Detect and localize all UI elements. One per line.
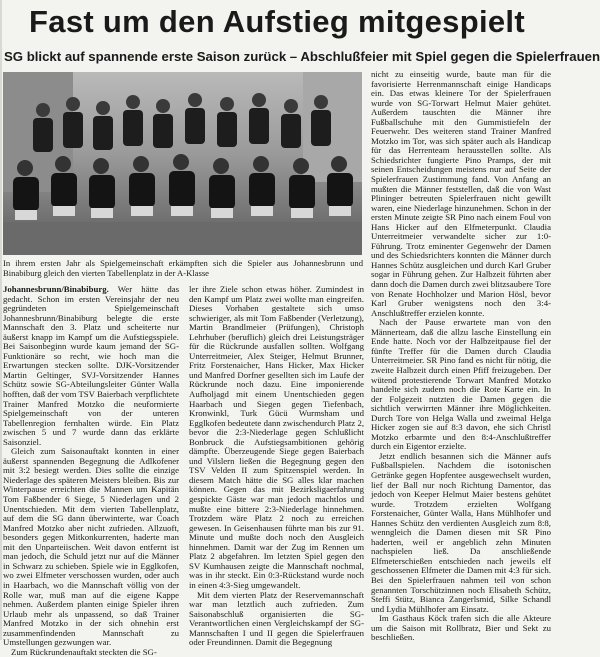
article-paragraph: Mit dem vierten Platz der Reservemannschaft war man letztlich auch zufrieden. Zum Saisonabschluß organisierten die SG-Verantwortlichen einen Vergleichskampf der SG-Mannschaften I und II gegen die Spielerfrauen oder Freundinnen. Damit die Begegnung [189, 589, 364, 648]
article-headline: Fast um den Aufstieg mitgespielt [29, 4, 525, 39]
article-column-2 [189, 284, 364, 648]
page-fold-shadow [0, 0, 2, 640]
photo-caption: In ihrem ersten Jahr als Spielgemeinschaft erkämpften sich die Spieler aus Johannesbrunn und Binabiburg gleich den vierten Tabellenplatz in der A-Klasse [3, 258, 363, 279]
article-paragraph [3, 285, 179, 447]
article-column-1 [3, 284, 180, 657]
article-paragraph: Nach der Pause erwartete man von den Männerteam, daß die allzu lasche Einstellung ein Ende hatte. Noch vor der Halbzeitpause fiel der fünfte Treffer für die Damen durch Claudia Unterreitmeier. SR Pino fand es nicht für nötig, die zweite Halbzeit durch einen Pfiff freizugeben. Der wütend protestierende Torwart Manfred Motzko handelte sich zudem noch die Rote Karte ein. In der Folgezeit nutzten die Damen gegen die sichtlich verwirrten Männer ihre Möglichkeiten. Durch Tore von Helga Walla und zweimal Helga Hicker zogen sie auf 8:3 davon, ehe sich Christl Motzko erbarmte und den 8:4-Anschlußtreffer durch ein Eigentor erzielte. [371, 317, 551, 452]
article-paragraph: Zum Rückrundenauftakt steckten die SG- [11, 646, 157, 657]
article-subheadline: SG blickt auf spannende erste Saison zurück – Abschlußfeier mit Spiel gegen die Spielerfrauen [4, 49, 600, 64]
article-dateline: Johannesbrunn/Binabiburg. [3, 284, 109, 294]
article-paragraph: nicht zu einseitig wurde, baute man für die favorisierte Herrenmannschaft einige Handicaps ein. Das etwas kleinere Tor der Spielerfrauen wurde von SG-Torwart Helmut Maier gehütet. Außerdem tauschten die Männer ihre Fußballschuhe mit den Gummistiefeln der Feuerwehr. Des weiteren stand Trainer Manfred Motzko im Tor, was sich später auch als Handicap für das Herrenteam herausstellen sollte. Als Schiedsrichter fungierte Pino Pramps, der mit seinen Entscheidungen meistens nur auf Seite der Spielerfrauen Zustimmung fand. Von Anfang an mußten die Männer feststellen, daß die von Wast Plininger betreuten Spielerfrauen nicht gewillt waren, eine Niederlage hinzunehmen. Schon in der ersten Minute zeigte SR Pino nach einem Foul von Hans Hicker auf den Elfmeterpunkt. Claudia Unterreitmeier verwandelte sicher zur 1:0-Führung. Trotz eminenter Gegenwehr der Damen und des Schiedsrichters konnten die Männer durch Hannes Schütz ausgleichen und durch Karl Gruber sogar in Führung gehen. Zur Halbzeit führten aber dann doch die Damen durch zwei blitzsaubere Tore von Renate Hochholzer und Marion Hösl, bevor Karl Gruber wenigstens noch den 3:4-Anschlußtreffer erzielen konnte. [371, 69, 551, 318]
team-photo-image [3, 72, 362, 255]
team-photo [3, 72, 362, 255]
article-lead-text: Wer hätte das gedacht. Schon im ersten Vereinsjahr der neu gegründeten Spielgemeinschaft Johannesbrunn/Binabiburg belegte die erste Mannschaft den 3. Platz und scheiterte nur äußerst knapp im Kampf um die Aufstiegsspiele. Bei Saisonbeginn wurde kaum jemand der SG-Funktionäre so recht, wie hoch man die Erwartungen stecken sollte. DJK-Vorsitzender Martin Geltinger, SVJ-Vorsitzender Hannes Schütz sowie SG-Abteilungsleiter Günter Walla hofften, daß der vom TSV Baierbach verpflichtete Trainer Manfred Motzko die neuformierte Spielgemeinschaft von der unteren Tabellenregion fernhalten würde. Ein Platz zwischen 5 und 7 wurde dann das erklärte Saisonziel. [3, 284, 180, 447]
article-paragraph: Im Gasthaus Köck trafen sich die alle Akteure um die Saison mit Rollbratz, Bier und Sekt zu beschließen. [371, 613, 551, 643]
article-column-3 [371, 69, 551, 643]
article-paragraph: Jetzt endlich besannen sich die Männer aufs Fußballspielen. Nachdem die isotonischen Getränke gegen Hopfentee ausgewechselt wurden, lief der Ball nur noch Richtung Damentor, das jedoch von Keeper Helmut Maier bestens gehütet wurde. Trotzdem erzielten Wolfgang Forstenaicher, Günter Walla, Hans Mühlhofer und Hannes Schütz den verdienten Ausgleich zum 8:8, wenngleich die Damen diesen mit SR Pino haderten, weil er angeblich zehn Minuten nachspielen ließ. Da anschließende Elfmeterschießen entschieden nach jeweils elf geschossenen Elfmeter die Damen mit 4:3 für sich. Bei den Spielerfrauen nahmen teil von schon genannten Torschützinnen noch Elisabeth Schütz, Steffi Stütz, Bianca Zangerlsmid, Silke Schandl und Lydia Mühlhofer am Einsatz. [371, 450, 551, 614]
article-paragraph: Gleich zum Saisonauftakt konnten in einer äußerst spannenden Begegnung die Adlkofener mit 3:2 besiegt werden. Dies sollte die einzige Niederlage des späteren Meisters bleiben. Bis zur Winterpause erreichten die Mannen um Kapitän Tom Faßbender 6 Siege, 5 Niederlagen und 2 Unentschieden. Mit dem vierten Tabellenplatz, auf dem die SG dann überwinterte, war Coach Manfred Motzko aber nicht zufrieden. Allzuoft, besonders gegen Mitkonkurrenten, haderte man mit den Unparteiischen. Weit davon entfernt ist man jedoch, die Schuld jetzt nur auf die Männer in Schwarz zu schieben. Spiele wie in Egglkofen, wo zwei Elfmeter verschossen wurden, oder auch in Haarbach, wo die Mannschaft völlig von der Rolle war, muß man auf die eigene Kappe nehmen. Außerdem planten einige Spieler ihren Urlaub mehr als unpassend, so daß Trainer Manfred Motzko in der sich ohnehin erst zusammenfindenden Mannschaft zu Umstellungen gezwungen war. [3, 446, 179, 648]
article-paragraph: ler ihre Ziele schon etwas höher. Zumindest in den Kampf um Platz zwei wollte man eingreifen. Dieses Vorhaben gestaltete sich umso schwieriger, als mit Tom Faßbender (Verletzung), Martin Brandlmeier (Prüfungen), Christoph Lehrhuber (beruflich) gleich drei Leistungsträger für die Rückrunde ausfallen sollten. Wolfgang Unterreitmeier, Alex Steiger, Helmut Brunner, Fritz Forstenaicher, Hans Hicker, Max Hicker und Manfred Dorfner gesellten sich im Laufe der Rückrunde noch dazu. Eine imponierende Aufholjagd mit einem Unentschieden gegen Haarbach und Siegen gegen Tiefenbach, Kronwinkl, Turk Gücü Wurmsham und Egglkofen bedeutete dann zwischendurch Platz 2, bevor die 2:3-Niederlage gegen Schlußlicht Bonbruck die Aufstiegsambitionen gehörig dämpfte. Überzeugende Siege gegen Baierbach und Vilslern ließen die Begegnung gegen den TSV Velden II zum Spitzenspiel werden. In diesem Match hätte die SG alles klar machen können. Gegen das mit Bezirksligaerfahrung gespickte Gäste war man jedoch machtlos und mußte eine bittere 2:3-Niederlage hinnehmen. Trotzdem wäre Platz 2 noch zu erreichen gewesen. In Geisenhausen führte man bis zur 91. Minute und mußte doch noch den Ausgleich hinnehmen. Damit war der Zug im Rennen um Platz 2 abgefahren. Im letzten Spiel gegen den SV Kumhausen zeigte die Mannschaft nochmal, was in ihr steckt. Ein 0:3-Rückstand wurde noch in einen 4:3-Sieg umgewandelt. [189, 284, 364, 590]
